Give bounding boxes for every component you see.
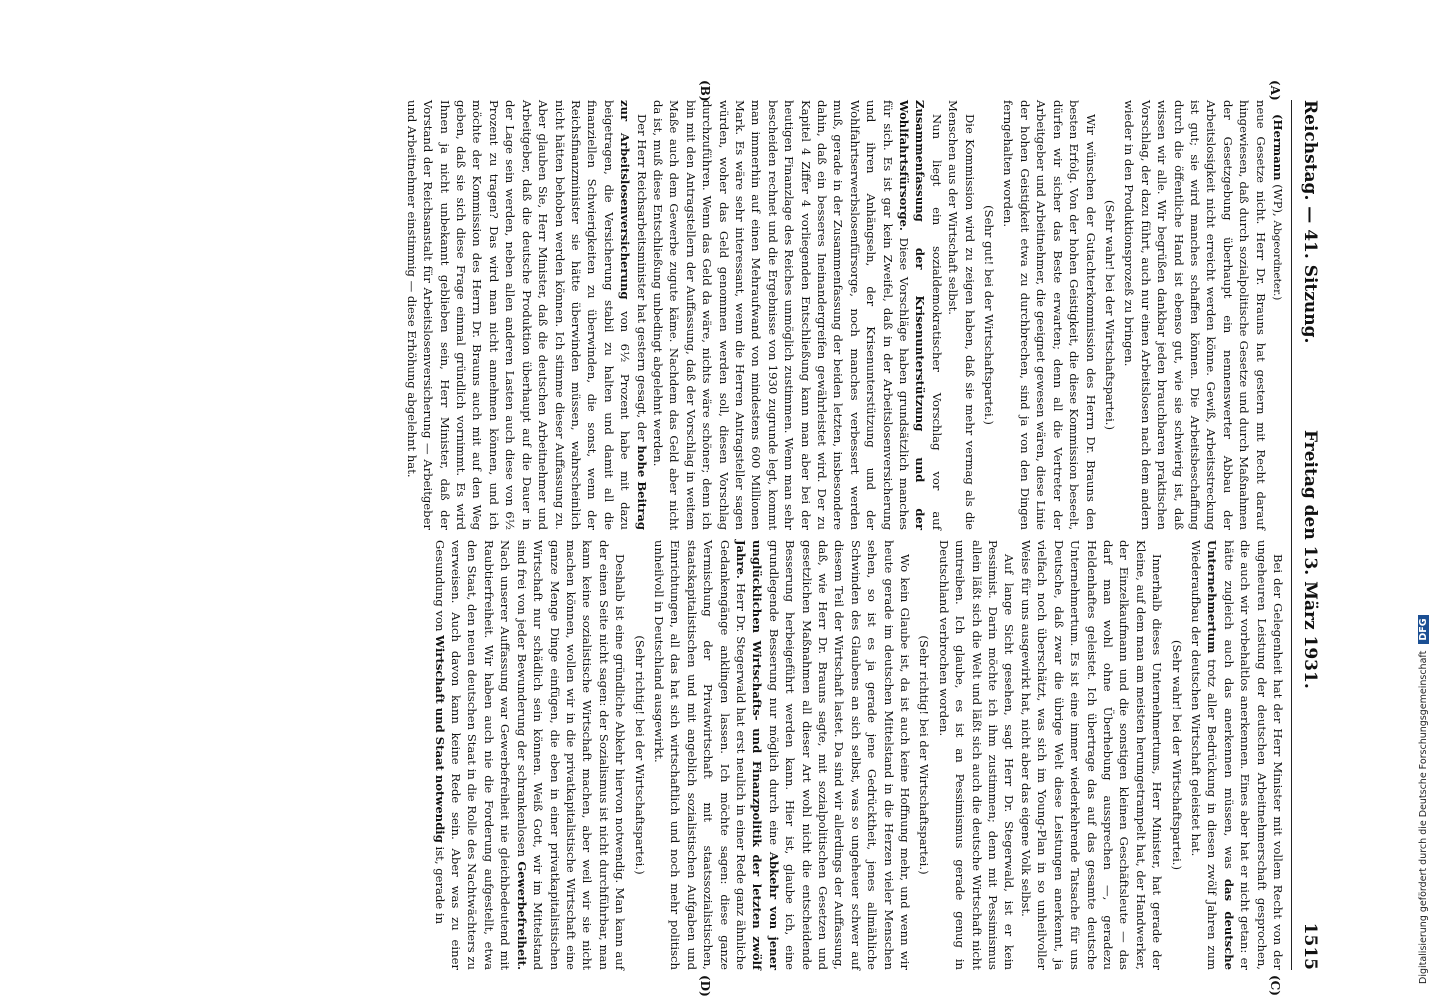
interjection: (Sehr wahr! bei der Wirtschaftspartei.) bbox=[1169, 639, 1184, 871]
margin-marker-d: (D) bbox=[698, 975, 712, 997]
page-number: 1515 bbox=[1300, 922, 1320, 970]
bold-phrase: Gewerbefreiheit. bbox=[514, 861, 529, 971]
right-column bbox=[431, 540, 1286, 970]
digitization-credit bbox=[1418, 4, 1432, 984]
paragraph bbox=[403, 100, 649, 530]
text-run: ist, gerade in bbox=[432, 846, 447, 925]
header-rule bbox=[1291, 100, 1292, 970]
text-run: Nach unserer Auffassung war Gewerbefreiheit nie gleichbedeutend mit Raubtierfreiheit. Wir haben auch nie die Forderung aufgestellt, etwa den Staat, den neuen deutschen Staat in die Rolle des Nachtwächters zu verweisen. Auch davon kann keine Rede sein. Aber was zu einer Gesundung von bbox=[432, 540, 513, 970]
paragraph bbox=[650, 100, 945, 530]
text-run: Diese Vorschläge haben grundsätzlich manches für sich. Es ist gar kein Zweifel, daß in der Arbeitslosenversicherung und ihren Anhängseln, der Krisenunterstützung und der Wohlfahrtserwerbslosenfürsorge, noch manches verbessert werden muß, gerade in der Zusammenfassung der beiden letzten, insbesondere dahin, daß ein besseres Ineinandergreifen gewährleistet wird. Der zu Kapitel 4 Ziffer 4 vorliegenden Entschließung kann man aber bei der heutigen Finanzlage des Reiches unmöglich zustimmen. Wenn man sehr bescheiden rechnet und die Ergebnisse von 1930 zugrunde legt, kommt man immerhin auf einen Mehraufwand von mindestens 600 Millionen Mark. Es wäre sehr interessant, wenn die Herren Antragsteller sagen würden, woher das Geld genommen werden soll, diesen Vorschlag durchzuführen. Wenn das Geld da wäre, nichts wäre schöner; denn ich bin mit den Antragstellern der Auffassung, daß der Vorschlag in weitem Maße auch dem Gewerbe zugute käme. Nachdem das Geld aber nicht da ist, muß diese Entschließung unbedingt abgelehnt werden. bbox=[650, 100, 912, 531]
header-date: Freitag den 13. März 1931. bbox=[1300, 430, 1320, 689]
paragraph: Innerhalb dieses Unternehmertums, Herr Minister, hat gerade der Kleine, auf dem man am meisten herumgetrampelt hat, der Handwerker, der Einzelkaufmann und die sonstigen kleinen Geschäftsleute — das darf man wohl ohne Überhebung aussprechen —, geradezu Heldenhaftes geleistet. Ich übertrage das auf das gesamte deutsche Unternehmertum. Es ist eine immer wiederkehrende Tatsache für uns Deutsche, daß zwar die übrige Welt diese Leistungen anerkennt, ja vielfach noch überschätzt, was sich im Young-Plan in so unheilvoller Weise für uns ausgewirkt hat, nicht aber das eigene Volk selbst. bbox=[1018, 540, 1165, 970]
paragraph bbox=[651, 540, 914, 970]
bold-phrase: Wirtschaft und Staat notwendig bbox=[432, 635, 447, 843]
paragraph bbox=[1188, 540, 1286, 970]
paragraph: Wir wünschen der Gutachterkommission des Herrn Dr. Brauns den besten Erfolg. Von der hohen Geistigkeit, die diese Kommission beseelt, dürfen wir sicher das Beste erwarten; denn all die Vertreter der Arbeitgeber und Arbeitnehmer, die geeignet gewesen wären, diese Linie der hohen Geistigkeit etwa zu durchbrechen, sind ja von den Dingen ferngehalten worden. bbox=[1001, 100, 1098, 530]
text-run: Der Herr Reichsarbeitsminister hat gestern gesagt, der bbox=[634, 114, 649, 442]
paragraph: Auf lange Sicht gesehen, sagt Herr Dr. Stegerwald, ist er kein Pessimist. Darin möchte ich ihm zustimmen; denn mit Pessimismus allein läßt sich die Welt und läßt sich auch die deutsche Wirtschaft nicht umtreiben. Ich glaube, es ist an Pessimismus gerade genug in Deutschland verbrochen worden. bbox=[936, 540, 1017, 970]
header-session: Reichstag. — 41. Sitzung. bbox=[1300, 100, 1320, 344]
speaker-party: (WP), bbox=[1271, 184, 1285, 217]
text-run: Herr Dr. Stegerwald hat erst neulich in einer Rede ganz ähnliche Gedankengänge anklingen lassen. Ich möchte sagen: diese ganze Vermischung der Privatwirtschaft mit staatssozialistischen, staatskapitalistischen und mit angeblich sozialistischen Aufgaben und Einrichtungen, all das hat sich wirtschaftlich und noch mehr politisch unheilvoll in Deutschland ausgewirkt. bbox=[651, 540, 748, 970]
margin-marker-a: (A) bbox=[1268, 80, 1282, 101]
speaker-role: Abgeordneter.) bbox=[1271, 220, 1283, 301]
interjection: (Sehr richtig! bei der Wirtschaftspartei.) bbox=[917, 635, 932, 875]
text-run: trotz aller Bedrückung in diesen zwölf Jahren zum Wiederaufbau der deutschen Wirtschaft geleistet hat. bbox=[1188, 540, 1220, 970]
left-column bbox=[403, 100, 1286, 530]
text-run: Wo kein Glaube ist, da ist auch keine Hoffnung mehr, und wenn wir heute gerade im deutschen Mittelstand in die Herzen vieler Menschen sehen, so ist es ja gerade jene Gedrücktheit, jenes allmähliche Schwinden des Glaubens an sich selbst, was so ungeheuer schwer auf diesem Teil der Wirtschaft lastet. Da sind wir allerdings der Auffassung, daß, wie Herr Dr. Brauns sagte, mit sozialpolitischen Gesetzen und gesetzlichen Maßnahmen all dieser Art wohl nicht die entscheidende Besserung herbeigeführt werden kann. Hier ist, glaube ich, eine grundlegende Besserung nur möglich durch eine bbox=[766, 540, 913, 970]
paragraph: Die Kommission wird zu zeigen haben, daß sie mehr vermag als die Menschen aus der Wirtschaft selbst. bbox=[946, 100, 977, 530]
speaker-name: (Hermann bbox=[1271, 114, 1285, 181]
text-run: von 6½ Prozent habe mit dazu beigetragen, die Versicherung stabil zu halten und damit all die finanziellen Schwierigkeiten zu überwinden, die sonst, wenn der Reichsfinanzminister sie hätte überwinden müssen, wahrscheinlich nicht hätten behoben werden können. Ich stimme dieser Auffassung zu. Aber glauben Sie, Herr Minister, daß die deutschen Arbeitnehmer und Arbeitgeber, daß die deutsche Produktion überhaupt auf die Dauer in der Lage sein werden, neben allen anderen Lasten auch diese von 6½ Prozent zu tragen? Das wird man nicht annehmen können, und ich möchte der Kommission des Herrn Dr. Brauns auch mit auf den Weg geben, daß sie sich diese Frage einmal gründlich vornimmt. Es wird Ihnen ja nicht unbekannt geblieben sein, Herr Minister, daß der Vorstand der Reichsanstalt für Arbeitslosenversicherung — Arbeitgeber und Arbeitnehmer einstimmig — diese Erhöhung abgelehnt hat. bbox=[404, 100, 633, 530]
dfg-logo: DFG bbox=[1418, 615, 1429, 643]
bold-phrase: Abkehr von jener unglücklichen Wirtschafts- und Finanzpolitik der letzten zwölf Jahre. bbox=[734, 540, 781, 970]
interjection: (Sehr wahr! bei der Wirtschaftspartei.) bbox=[1102, 199, 1117, 431]
text-run: Bei der Gelegenheit hat der Herr Minister mit vollem Recht von der ungeheuren Leistung der deutschen Arbeitnehmerschaft gesprochen, die auch wir vorbehaltlos anerkennen. Eines aber hat er nicht getan: er hätte zugleich auch das anerkennen müssen, was bbox=[1221, 540, 1285, 970]
page-header bbox=[1294, 100, 1324, 970]
text-run: Deshalb ist eine gründliche Abkehr hiervon notwendig. Man kann auf der einen Seite nicht sagen: der Sozialismus ist nicht durchführbar, man kann keine sozialistische Wirtschaft machen, aber weil wir sie nicht machen können, wollen wir in die privatkapitalistische Wirtschaft eine ganze Menge Dinge einfügen, die eben in einer privatkapitalistischen Wirtschaft nur schädlich sein können. Weiß Gott, wir im Mittelstand sind frei von jeder Bewunderung der schrankenlosen bbox=[514, 540, 628, 970]
bold-phrase: Zusammenfassung der Krisenunterstützung und der Wohlfahrtsfürsorge. bbox=[897, 100, 928, 530]
speaker-line bbox=[1269, 100, 1286, 530]
digitization-note: Digitalisierung gefördert durch die Deutsche Forschungsgemeinschaft bbox=[1418, 650, 1429, 984]
bold-phrase: hohe Beitrag zur Arbeitslosenversicherung bbox=[618, 100, 649, 531]
interjection: (Sehr gut! bei der Wirtschaftspartei.) bbox=[982, 205, 997, 425]
bold-phrase: das deutsche Unternehmertum bbox=[1205, 540, 1236, 970]
margin-marker-c: (C) bbox=[1268, 975, 1282, 996]
paragraph bbox=[431, 540, 628, 970]
text-run: Nun liegt ein sozialdemokratischer Vorschlag vor auf bbox=[929, 114, 944, 530]
margin-marker-b: (B) bbox=[698, 80, 712, 102]
paragraph: neue Gesetze nicht. Herr Dr. Brauns hat gestern mit Recht darauf hingewiesen, daß durch sozialpolitische Gesetze und durch Maßnahmen der Gesetzgebung überhaupt ein nennenswerter Abbau der Arbeitslosigkeit nicht erreicht werden könne. Gewiß, Arbeitsstreckung ist gut; sie wird manches schaffen können. Die Arbeitsbeschaffung durch die öffentliche Hand ist ebenso gut, wie sie schwierig ist, daß wissen wir alle. Wir begrüßen dankbar jeden brauchbaren praktischen Vorschlag, der dazu führt, auch nur einen Arbeitslosen nach dem andern wieder in den Produktionsprozeß zu bringen. bbox=[1122, 100, 1268, 530]
interjection: (Sehr richtig! bei der Wirtschaftspartei.) bbox=[632, 635, 647, 875]
